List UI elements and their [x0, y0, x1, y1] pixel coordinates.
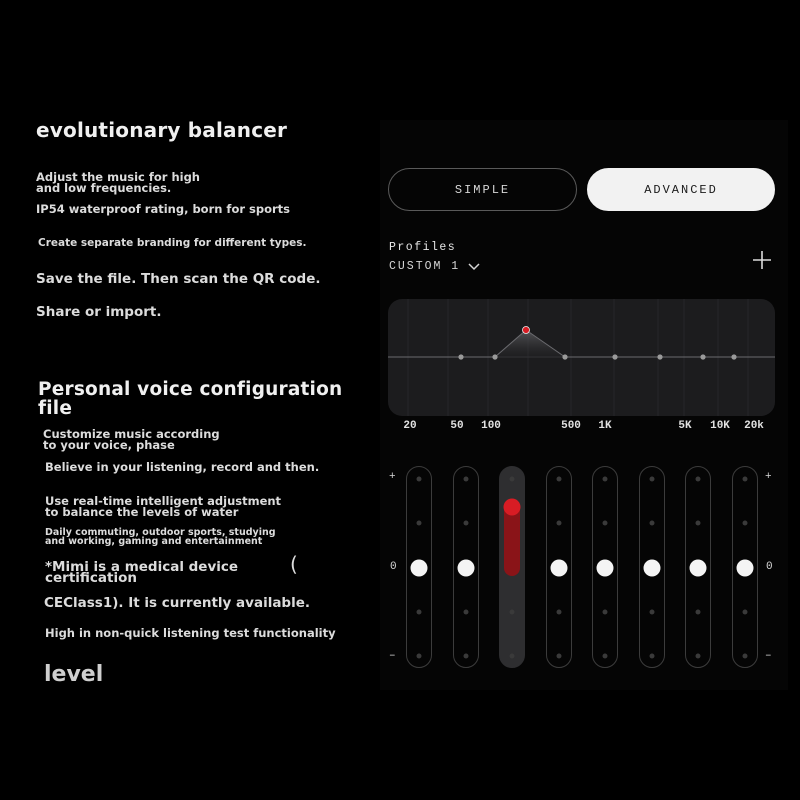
freq-label-50: 50	[450, 420, 464, 432]
slider-track-dot	[650, 477, 655, 482]
slider-track-dot	[650, 610, 655, 615]
band-slider-500[interactable]	[546, 466, 572, 668]
eq-curve-line	[388, 330, 775, 357]
slider-knob[interactable]	[597, 560, 614, 577]
slider-track-dot	[696, 477, 701, 482]
slider-knob[interactable]	[644, 560, 661, 577]
scale-zero-left: 0	[390, 561, 397, 573]
eq-curve-point-20k[interactable]	[731, 354, 736, 359]
slider-track-dot	[603, 610, 608, 615]
eq-curve-svg	[388, 299, 775, 416]
band-slider-100[interactable]	[499, 466, 525, 668]
heading-personal-voice: Personal voice configuration file	[38, 379, 343, 419]
level-text: level	[44, 662, 104, 687]
slider-track-dot	[557, 521, 562, 526]
slider-track-dot	[417, 610, 422, 615]
freq-label-1K: 1K	[598, 420, 612, 432]
paren-text: (	[290, 552, 298, 576]
slider-track-dot	[510, 610, 515, 615]
slider-knob[interactable]	[690, 560, 707, 577]
feature-text: Adjust the music for high and low frequencies.	[36, 170, 200, 195]
freq-label-5K: 5K	[678, 420, 692, 432]
slider-track-dot	[464, 521, 469, 526]
slider-track-dot	[417, 654, 422, 659]
feature-text: *Mimi is a medical device certification	[45, 559, 239, 586]
slider-track-dot	[510, 477, 515, 482]
slider-track-dot	[743, 610, 748, 615]
slider-track-dot	[557, 477, 562, 482]
slider-track-dot	[557, 610, 562, 615]
slider-track-dot	[696, 654, 701, 659]
feature-text: High in non-quick listening test functionality	[45, 626, 336, 640]
profile-name: CUSTOM 1	[389, 260, 461, 273]
slider-knob[interactable]	[737, 560, 754, 577]
profile-dropdown[interactable]	[389, 260, 480, 273]
eq-curve-point-10K[interactable]	[700, 354, 705, 359]
slider-track-dot	[743, 477, 748, 482]
slider-track-dot	[417, 477, 422, 482]
slider-track-dot	[464, 477, 469, 482]
band-slider-5K[interactable]	[639, 466, 665, 668]
feature-text: Save the file. Then scan the QR code.	[36, 271, 321, 287]
scale-plus-left: +	[389, 471, 396, 483]
eq-curve-point-100[interactable]	[523, 327, 530, 334]
slider-knob[interactable]	[458, 560, 475, 577]
feature-text: Daily commuting, outdoor sports, studying and working, gaming and entertainment	[45, 527, 276, 547]
slider-track-dot	[743, 521, 748, 526]
scale-minus-right: –	[765, 650, 772, 662]
freq-label-100: 100	[481, 420, 501, 432]
mode-advanced-button[interactable]: ADVANCED	[587, 168, 775, 211]
slider-track-dot	[743, 654, 748, 659]
slider-track-dot	[464, 610, 469, 615]
eq-curve-point-50[interactable]	[492, 354, 497, 359]
eq-curve-point-500[interactable]	[562, 354, 567, 359]
slider-knob[interactable]	[504, 498, 521, 515]
slider-track-dot	[464, 654, 469, 659]
eq-curve-point-20[interactable]	[458, 354, 463, 359]
slider-track-dot	[650, 521, 655, 526]
band-slider-10K[interactable]	[685, 466, 711, 668]
freq-label-20: 20	[403, 420, 417, 432]
band-slider-1K[interactable]	[592, 466, 618, 668]
feature-text: CEClass1). It is currently available.	[44, 595, 311, 611]
slider-track-dot	[603, 477, 608, 482]
eq-curve-point-1K[interactable]	[612, 354, 617, 359]
scale-minus-left: –	[389, 650, 396, 662]
slider-track-dot	[510, 654, 515, 659]
eq-curve-area	[388, 330, 775, 357]
slider-track-dot	[603, 521, 608, 526]
feature-text: Share or import.	[36, 304, 162, 320]
freq-label-20k: 20k	[744, 420, 764, 432]
slider-knob[interactable]	[551, 560, 568, 577]
mode-simple-button[interactable]: SIMPLE	[388, 168, 577, 211]
plus-icon[interactable]	[750, 248, 774, 272]
scale-zero-right: 0	[766, 561, 773, 573]
feature-text: Create separate branding for different types.	[38, 237, 307, 249]
band-slider-20[interactable]	[406, 466, 432, 668]
slider-track-dot	[557, 654, 562, 659]
slider-track-dot	[650, 654, 655, 659]
profiles-label: Profiles	[389, 241, 457, 254]
band-slider-50[interactable]	[453, 466, 479, 668]
slider-track-dot	[696, 521, 701, 526]
slider-knob[interactable]	[411, 560, 428, 577]
freq-label-10K: 10K	[710, 420, 730, 432]
slider-track-dot	[417, 521, 422, 526]
feature-text: Customize music according to your voice, phase	[43, 427, 220, 452]
scale-plus-right: +	[765, 471, 772, 483]
band-slider-20k[interactable]	[732, 466, 758, 668]
feature-text: IP54 waterproof rating, born for sports	[36, 202, 291, 216]
heading-evolutionary-balancer: evolutionary balancer	[36, 118, 288, 142]
feature-text: Believe in your listening, record and then.	[45, 460, 320, 474]
eq-curve-point-5K[interactable]	[657, 354, 662, 359]
chevron-down-icon	[468, 263, 480, 271]
freq-label-500: 500	[561, 420, 581, 432]
feature-text: Use real-time intelligent adjustment to balance the levels of water	[45, 494, 282, 519]
slider-track-dot	[603, 654, 608, 659]
slider-track-dot	[696, 610, 701, 615]
eq-curve-graph	[388, 299, 775, 416]
